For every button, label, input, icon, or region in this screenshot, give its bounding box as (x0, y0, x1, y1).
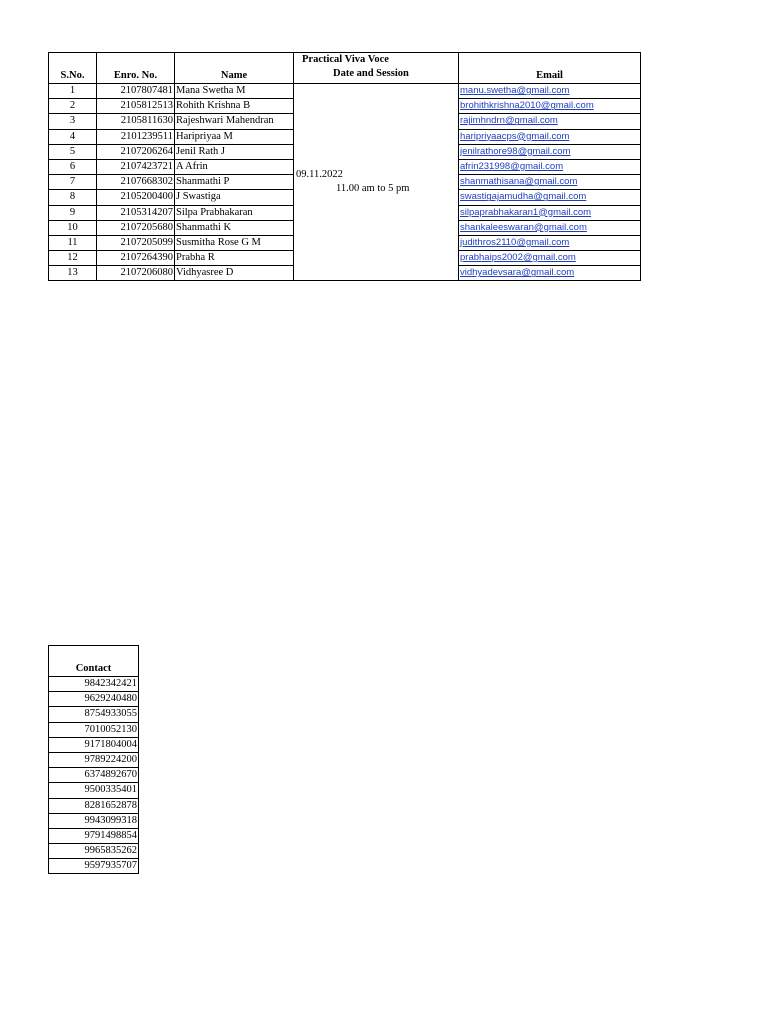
contact-row (49, 844, 139, 859)
row-sno: 13 (49, 266, 97, 281)
student-viva-table (48, 52, 641, 281)
row-enrollment-no: 2107807481 (97, 84, 175, 99)
row-name: Silpa Prabhakaran (175, 205, 294, 220)
row-email-cell (459, 175, 641, 190)
row-sno: 6 (49, 159, 97, 174)
row-email-cell (459, 220, 641, 235)
row-name: Mana Swetha M (175, 84, 294, 99)
row-sno: 10 (49, 220, 97, 235)
contact-row (49, 737, 139, 752)
row-email-cell (459, 114, 641, 129)
row-name: Prabha R (175, 251, 294, 266)
row-enrollment-no: 2107206080 (97, 266, 175, 281)
row-sno: 4 (49, 129, 97, 144)
header-contact: Contact (49, 646, 139, 677)
contact-row (49, 768, 139, 783)
row-sno: 5 (49, 144, 97, 159)
viva-time: 11.00 am to 5 pm (336, 183, 410, 195)
row-email-cell (459, 190, 641, 205)
contact-number: 9171804004 (49, 737, 139, 752)
row-email-cell (459, 144, 641, 159)
email-link[interactable]: manu.swetha@gmail.com (460, 85, 570, 97)
row-enrollment-no: 2105314207 (97, 205, 175, 220)
email-link[interactable]: judithros2110@gmail.com (460, 236, 570, 248)
row-enrollment-no: 2107668302 (97, 175, 175, 190)
contact-number: 9597935707 (49, 859, 139, 874)
row-sno: 8 (49, 190, 97, 205)
contact-row (49, 677, 139, 692)
row-sno: 2 (49, 99, 97, 114)
contact-row (49, 859, 139, 874)
email-link[interactable]: silpaprabhakaran1@gmail.com (460, 206, 592, 218)
email-link[interactable]: brohithkrishna2010@gmail.com (460, 100, 594, 112)
row-enrollment-no: 2101239511 (97, 129, 175, 144)
contact-number: 9500335401 (49, 783, 139, 798)
email-link[interactable]: vidhyadevsara@gmail.com (460, 267, 575, 279)
row-name: J Swastiga (175, 190, 294, 205)
contact-header-row (49, 646, 139, 677)
email-link[interactable]: swastigajamudha@gmail.com (460, 191, 587, 203)
row-email-cell (459, 235, 641, 250)
header-name: Name (175, 53, 294, 84)
row-sno: 7 (49, 175, 97, 190)
contact-row (49, 692, 139, 707)
row-name: Vidhyasree D (175, 266, 294, 281)
row-enrollment-no: 2105812513 (97, 99, 175, 114)
row-enrollment-no: 2107206264 (97, 144, 175, 159)
row-name: Susmitha Rose G M (175, 235, 294, 250)
row-name: Jenil Rath J (175, 144, 294, 159)
row-name: Shanmathi P (175, 175, 294, 190)
row-enrollment-no: 2107205680 (97, 220, 175, 235)
email-link[interactable]: shanmathisana@gmail.com (460, 176, 578, 188)
row-sno: 3 (49, 114, 97, 129)
row-enrollment-no: 2107205099 (97, 235, 175, 250)
email-link[interactable]: prabhaips2002@gmail.com (460, 252, 576, 264)
contact-row (49, 798, 139, 813)
row-enrollment-no: 2105811630 (97, 114, 175, 129)
row-name: Rajeshwari Mahendran (175, 114, 294, 129)
row-enrollment-no: 2107423721 (97, 159, 175, 174)
row-sno: 12 (49, 251, 97, 266)
row-name: A Afrin (175, 159, 294, 174)
viva-session-cell (294, 84, 459, 281)
contact-number: 9629240480 (49, 692, 139, 707)
contact-row (49, 722, 139, 737)
row-email-cell (459, 159, 641, 174)
header-enrollment-no: Enro. No. (97, 53, 175, 84)
row-sno: 1 (49, 84, 97, 99)
row-email-cell (459, 251, 641, 266)
contact-number: 9789224200 (49, 752, 139, 767)
row-name: Haripriyaa M (175, 129, 294, 144)
contact-row (49, 752, 139, 767)
contact-row (49, 707, 139, 722)
row-sno: 9 (49, 205, 97, 220)
email-link[interactable]: shankaleeswaran@gmail.com (460, 221, 587, 233)
row-enrollment-no: 2107264390 (97, 251, 175, 266)
header-viva-date-session (294, 53, 459, 84)
row-name: Shanmathi K (175, 220, 294, 235)
row-email-cell (459, 84, 641, 99)
header-sno: S.No. (49, 53, 97, 84)
header-viva-line1: Practical Viva Voce (302, 54, 389, 65)
row-email-cell (459, 129, 641, 144)
row-email-cell (459, 99, 641, 114)
contact-number: 7010052130 (49, 722, 139, 737)
contact-number: 9842342421 (49, 677, 139, 692)
row-name: Rohith Krishna B (175, 99, 294, 114)
email-link[interactable]: haripriyaacps@gmail.com (460, 130, 570, 142)
header-viva-line2: Date and Session (333, 68, 409, 79)
contact-table (48, 645, 139, 874)
contact-row (49, 813, 139, 828)
row-enrollment-no: 2105200400 (97, 190, 175, 205)
row-sno: 11 (49, 235, 97, 250)
contact-number: 6374892670 (49, 768, 139, 783)
email-link[interactable]: rajimhndrn@gmail.com (460, 115, 558, 127)
email-link[interactable]: afrin231998@gmail.com (460, 161, 564, 173)
contact-number: 9791498854 (49, 828, 139, 843)
viva-date: 09.11.2022 (296, 169, 343, 181)
row-email-cell (459, 205, 641, 220)
table-row (49, 84, 641, 99)
table-header-row (49, 53, 641, 84)
contact-number: 9965835262 (49, 844, 139, 859)
header-email: Email (459, 53, 641, 84)
contact-row (49, 783, 139, 798)
contact-number: 8281652878 (49, 798, 139, 813)
email-link[interactable]: jenilrathore98@gmail.com (460, 145, 571, 157)
contact-number: 9943099318 (49, 813, 139, 828)
row-email-cell (459, 266, 641, 281)
contact-row (49, 828, 139, 843)
contact-number: 8754933055 (49, 707, 139, 722)
